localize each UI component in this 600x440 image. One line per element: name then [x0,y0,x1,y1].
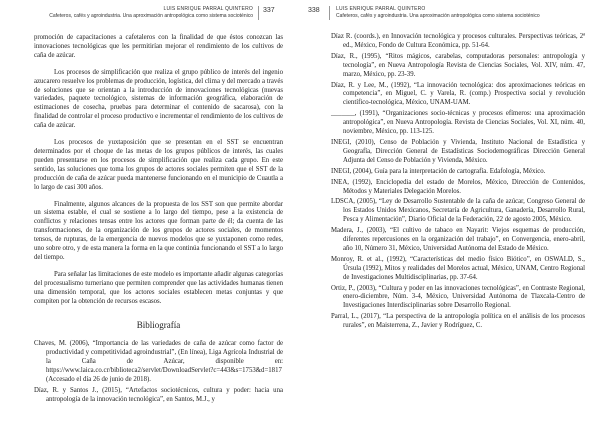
right-page [300,0,600,440]
right-header-author: LUIS ENRIQUE PARRAL QUINTERO [336,6,426,12]
left-header-author: LUIS ENRIQUE PARRAL QUINTERO [163,6,253,12]
right-running-header [336,6,598,20]
paragraph: Finalmente, algunos alcances de la propuesta de los SST son que permite abordar un sistema estable, el cual se sostiene a lo largo del tiempo, pese a la existencia de conflictos y relaciones tensas entre los actores que forman parte de él; da cuenta de las transformaciones, de la organización de los grupos de actores sociales, de momentos tensos, de rupturas, de la emergencia de nuevos modelos que se yuxtaponen como redes, uno sobre otro, y de esta manera la forma en la que continúa funcionando el SST a lo largo del tiempo. [34,200,283,261]
paragraph: Para señalar las limitaciones de este modelo es importante añadir algunas categorías del procesualismo turneriano que permiten comprender que las actividades humanas tienen una dimensión temporal, que los actores sociales establecen metas conjuntas y que compiten por la obtención de recursos escasos. [34,270,283,305]
reference-entry: INEA, (1992), Enciclopedia del estado de Morelos, México, Dirección de Contenidos, Métodos y Materiales Delegación Morelos. [331,178,585,195]
reference-entry: Ortiz, P., (2003), “Cultura y poder en las innovaciones tecnológicas”, en Contraste Regional, enero-diciembre, Núm. 3-4, México, Universidad Autónoma de Tlaxcala-Centro de Investigaciones Interdisciplinarias sobre Desarrollo Regional. [331,284,585,310]
reference-entry: _______, (1991), “Organizaciones socio-técnicas y procesos efímeros: una aproximación antropológica”, en Nueva Antropología. Revista de Ciencias Sociales, Vol. XI, núm. 40, noviembre, México, pp. 113-125. [331,110,585,136]
paragraph: Los procesos de simplificación que realiza el grupo público de interés del ingenio azucarero resuelve los problemas de producción, logística, del clima y del mercado a través de soluciones que se orientan a la introducción de innovaciones tecnológicas (nuevas variedades, paquete tecnológico, sistemas de información geográfica, elaboración de estimaciones de cosecha, pruebas para determinar el contenido de sacarosa), con la finalidad de controlar el proceso productivo e incrementar el rendimiento de los cultivos de caña de azúcar. [34,68,283,130]
reference-entry: Monroy, R. et al., (1992), “Características del medio físico Biótico”, en OSWALD, S., Úrsula (1992), Mitos y realidades del Morelos actual, México, UNAM, Centro Regional de Investigaciones Multidisciplinarias, pp. 37-64. [331,255,585,281]
left-running-header [0,6,253,20]
reference-entry: Parral, L., (2017), “La perspectiva de la antropología política en el análisis de los procesos rurales”, en Maisterrena, Z., Javier y Rodríguez, C. [331,313,585,330]
left-header-title: Cafeteros, cafés y agroindustria. Una aproximación antropológica como sistema socioténico [49,13,253,19]
reference-entry: Díaz R. (coords.), en Innovación tecnológica y procesos culturales. Perspectivas teóricas, 2ª ed., México, Fondo de Cultura Económica, pp. 51-64. [331,33,585,49]
section-title: Bibliografía [136,320,181,331]
reference-entry: LDSCA, (2005), “Ley de Desarrollo Sustentable de la caña de azúcar, Congreso General de los Estados Unidos Mexicanos, Secretaría de Agricultura, Ganadería, Desarrollo Rural, Pesca y Alimentación”, Diario Oficial de la Federación, 22 de agosto 2005, México. [331,198,585,224]
right-body-text [331,33,585,333]
left-body-text [34,34,283,407]
right-page-number: 338 [308,7,320,14]
reference-entry: INEGI, (2004), Guía para la interpretación de cartografía. Edafología, México. [331,167,546,175]
reference-entry: Madera, J., (2003), “El cultivo de tabaco en Nayarit: Viejos esquemas de producción, diferentes repercusiones en la organización del trabajo”, en Convergencia, enero-abril, año 10, Número 31, México, Universidad Autónoma del Estado de México. [331,227,585,252]
reference-entry: Díaz, R. y Lee, M., (1992), “La innovación tecnológica: dos aproximaciones teóricas en competencia”, en Miguel, C. y Varela, R. (comp.) Prospectiva social y revolución científico-tecnológica, México, UNAM-UAM. [331,81,585,107]
paragraph: Los procesos de yuxtaposición que se presentan en el SST se encuentran determinados por el choque de las metas de los grupos públicos de interés, las cuales pueden presentarse en los procesos de simplificación que realiza cada grupo. En este sentido, las soluciones que toma los grupos de actores sociales permiten que el SST de la producción de caña de azúcar pueda mantenerse funcionando en el municipio de Cuautla a lo largo de casi 300 años. [34,139,283,191]
left-header-rule [258,6,259,20]
reference-entry: Chaves, M. (2006), “Importancia de las variedades de caña de azúcar como factor de productividad y competitividad agroindustrial”, (En línea), Liga Agrícola Industrial de la Caña de Azúcar, disponible en: https://www.laica.co.cr/biblioteca2/servlet/DownloadServlet?c=443&s=1753&d=1817 (Accesado el día 26 de junio de 2018). [34,340,283,384]
right-header-rule [329,6,330,20]
paragraph: promoción de capacitaciones a cafetaleros con la finalidad de que éstos conozcan las innovaciones tecnológicas que les permitirían mejorar el rendimiento de los cultivos de caña de azúcar. [34,34,283,59]
reference-entry: Díaz, R. y Santos J., (2015), “Artefactos sociotécnicos, cultura y poder: hacia una antropología de la innovación tecnológica”, en Santos, M.J., y [34,387,283,403]
right-header-title: Cafeteros, cafés y agroindustria. Una aproximación antropológica como sistema socioténico [336,13,540,19]
reference-entry: Díaz, R., (1995), “Ritos mágicos, carabelas, computadoras personales: antropología y tecnología”, en Nueva Antropología Revista de Ciencias Sociales, Vol. XIV, núm. 47, marzo, México, pp. 23-39. [331,52,585,78]
reference-entry: INEGI, (2010), Censo de Población y Vivienda, Instituto Nacional de Estadística y Geografía, Dirección General de Estadísticas Sociodemográficas Dirección General Adjunta del Censo de Población y Vivienda, México. [331,138,585,164]
left-page-number: 337 [263,7,275,14]
